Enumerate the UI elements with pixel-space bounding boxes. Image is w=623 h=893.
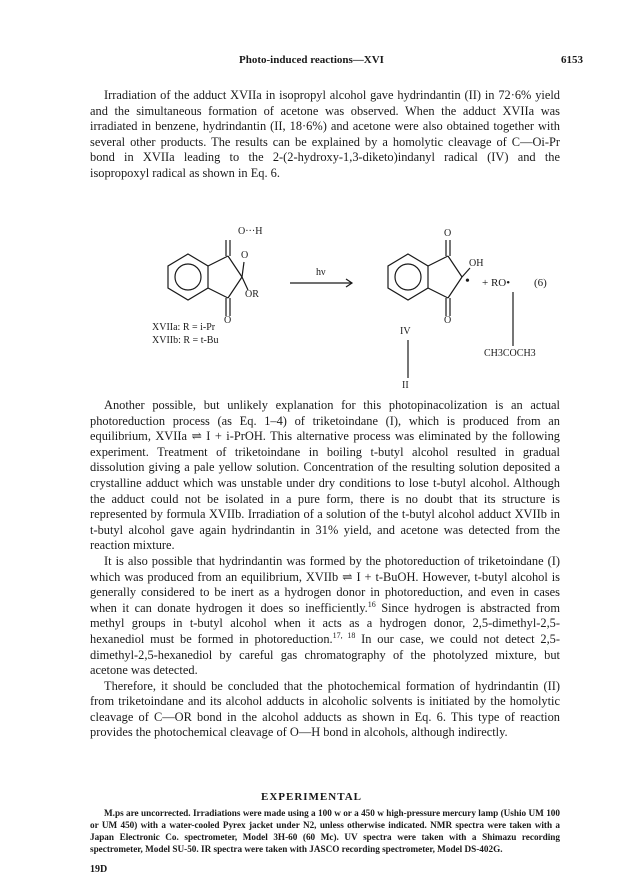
product-structure: [388, 240, 470, 316]
ref-17-18: 17, 18: [332, 630, 356, 640]
paragraph-3: [90, 554, 560, 679]
equation-number: (6): [534, 277, 547, 289]
reaction-arrow: [290, 279, 352, 287]
product-o-bottom-label: O: [444, 315, 452, 326]
product-o-top-label: O: [444, 228, 452, 239]
label-ii: II: [402, 380, 409, 391]
paragraph-3-part-1: It is also possible that hydrindantin was formed by the photoreduction of triketoindane (I) which was produced from an equilibrium, XVIIb ⇌ I + t-BuOH. However, t-butyl alcohol is generally considered to be inert as a hydrogen donor in photoreduction, and even in cases when it can donate hydrogen it does so inefficiently.: [90, 553, 560, 615]
experimental-heading: EXPERIMENTAL: [260, 791, 363, 803]
iv-to-ii-arrow: [403, 340, 413, 380]
reactant-structure: [168, 240, 248, 316]
paragraph-4: Therefore, it should be concluded that the photochemical formation of hydrindantin (II) from triketoindane and its alcohol adducts in alcoholic solvents is initiated by the homolytic cleavage of C—OR bond in the alcohol adducts as shown in Eq. 6. This type of reaction provides the photochemical cleavage of O—H bond in alcohols, although indirectly.: [90, 678, 560, 740]
footer-signature: 19D: [90, 864, 108, 875]
page-number: 6153: [561, 54, 583, 66]
plus-ro-label: + RO•: [482, 277, 511, 289]
paragraph-1: [90, 88, 560, 182]
paragraph-1-text: Irradiation of the adduct XVIIa in isopropyl alcohol gave hydrindantin (II) in 72·6% yield and the simultaneous formation of acetone was observed. When the adduct XVIIa was irradiated in benzene, hydrindantin (II, 18·6%) and acetone were also obtained together with several other products. The results can be explained by a homolytic cleavage of C—Oi-Pr bond in XVIIa leading to the 2-(2-hydroxy-1,3-diketo)indanyl radical (IV) and the isopropoxyl radical as shown in Eq. 6.: [90, 88, 560, 180]
experimental-section: [90, 807, 560, 855]
reactant-oh-label: O···H: [238, 226, 263, 237]
body-text: [90, 398, 560, 741]
label-xviia: XVIIa: R = i-Pr: [152, 322, 216, 333]
reactant-o-ring-label: O: [241, 250, 249, 261]
paragraph-3-part-3: In our case, we could not detect 2,5-dimethyl-2,5-hexanediol by careful gas chromatography of the photolyzed mixture, but acetone was detected.: [90, 631, 560, 678]
label-iv: IV: [400, 326, 411, 337]
ref-16: 16: [367, 599, 376, 609]
hv-label: hν: [316, 267, 326, 278]
paragraph-2: Another possible, but unlikely explanation for this photopinacolization is an actual photoreduction process (as Eq. 1–4) of triketoindane (I), which is produced from an equilibrium, XVIIa ⇌ I + i-PrOH. This alternative process was eliminated by the following experiment. Treatment of triketoindane in boiling t-butyl alcohol resulted in gradual dissolution giving a pale yellow solution. Concentration of the resulting solution deposited a crystalline adduct which was unstable under dry conditions to lose t-butyl alcohol. Although the adduct could not be isolated in a pure form, there is no doubt that its structure is represented by formula XVIIb. Irradiation of a solution of the t-butyl alcohol adduct XVIIb in t-butyl alcohol gave again hydrindantin in 31% yield, and acetone was detected from the reaction mixture.: [90, 398, 560, 553]
product-oh-label: OH: [469, 258, 484, 269]
experimental-text: M.ps are uncorrected. Irradiations were made using a 100 w or a 450 w high-pressure mercury lamp (Ushio UM 100 or UM 450) with a water-cooled Pyrex jacket under N2, unless otherwise indicated. NMR spectra were taken with a Japan Electronic Co. spectrometer, Model 3H-60 (60 Mc). UV spectra were taken with a Shimazu recording spectrometer, Model SU-50. IR spectra were taken with JASCO recording spectrometer, Model DS-402G.: [90, 808, 560, 855]
radical-dot: •: [465, 274, 470, 289]
running-title: Photo-induced reactions—XVI: [239, 54, 384, 66]
label-acetone: CH3COCH3: [484, 348, 536, 359]
reactant-or-label: OR: [245, 289, 259, 300]
reactant-o-bottom-label: O: [224, 315, 232, 326]
label-xviib: XVIIb: R = t-Bu: [152, 335, 219, 346]
paragraph-3-part-2: Since hydrogen is abstracted from methyl groups in t-butyl alcohol when it acts as a hydrogen donor, 2,5-dimethyl-2,5-hexanediol must be formed in photoreduction.: [90, 600, 560, 646]
